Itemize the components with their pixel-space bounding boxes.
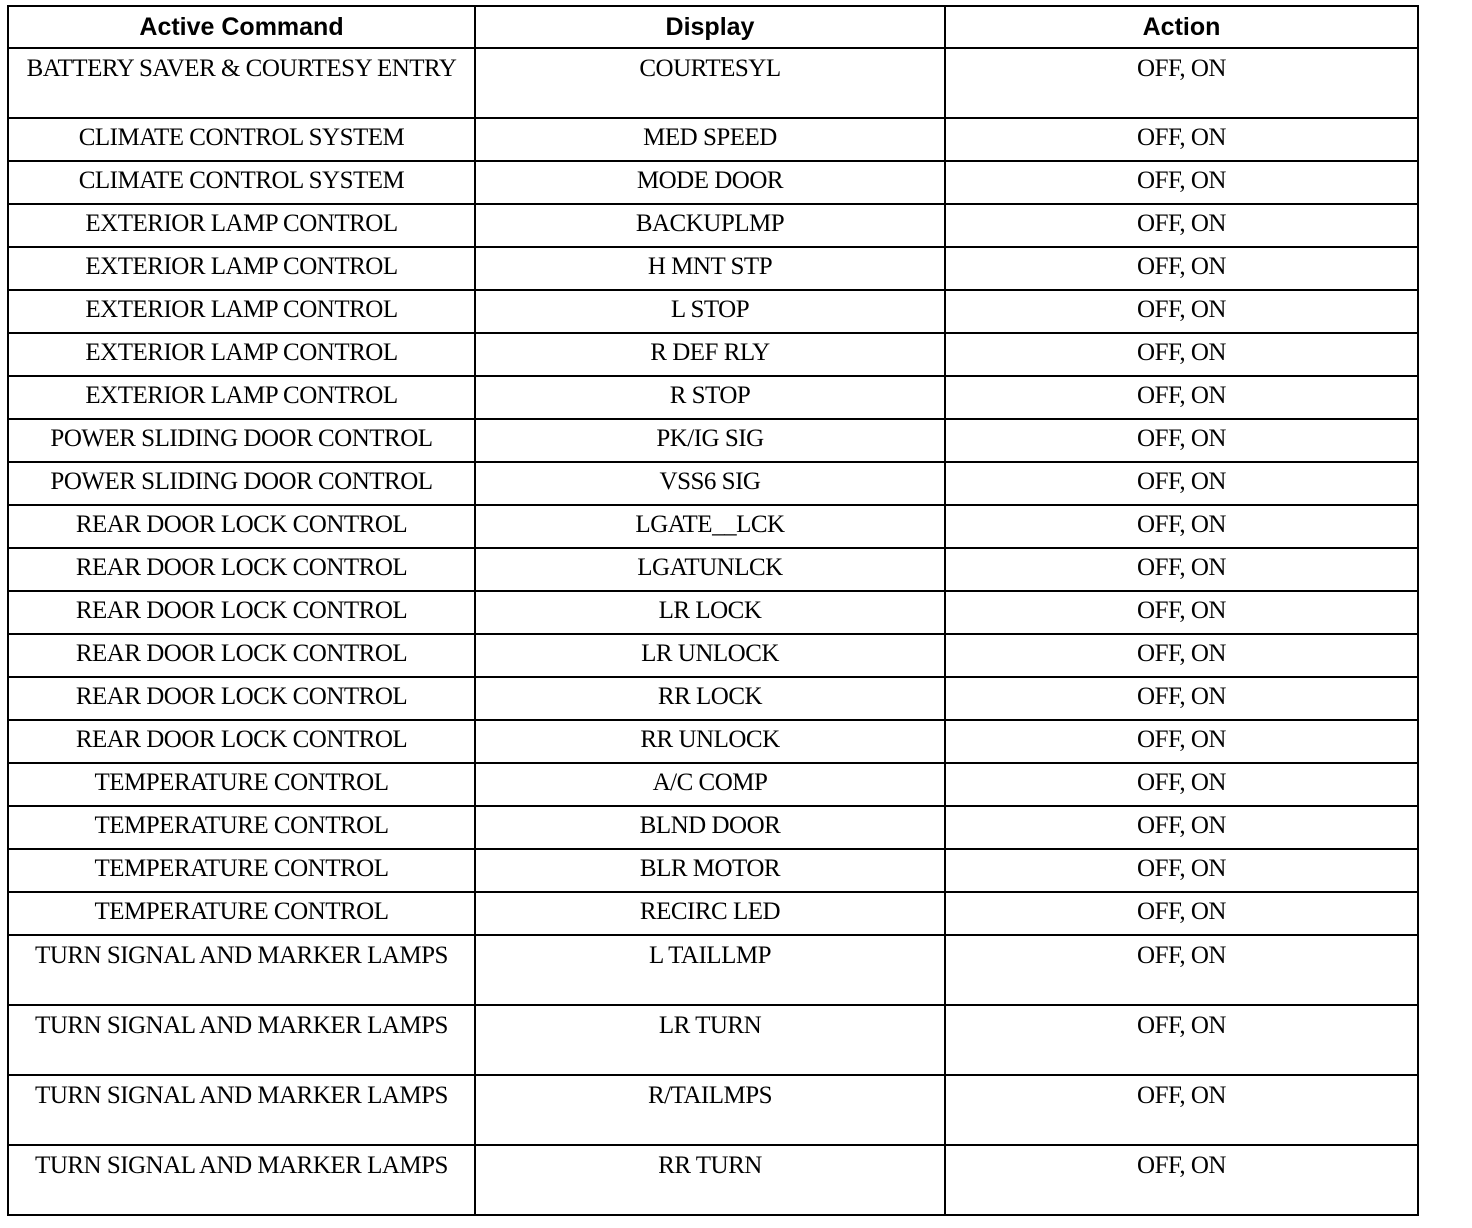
cell-active-command: EXTERIOR LAMP CONTROL — [8, 290, 475, 333]
cell-display: H MNT STP — [475, 247, 945, 290]
cell-active-command: TEMPERATURE CONTROL — [8, 763, 475, 806]
cell-active-command: REAR DOOR LOCK CONTROL — [8, 677, 475, 720]
cell-action: OFF, ON — [945, 505, 1418, 548]
cell-action: OFF, ON — [945, 849, 1418, 892]
table-row — [8, 634, 1418, 677]
cell-action: OFF, ON — [945, 376, 1418, 419]
cell-action: OFF, ON — [945, 677, 1418, 720]
table-row — [8, 118, 1418, 161]
table-row — [8, 505, 1418, 548]
cell-display: RECIRC LED — [475, 892, 945, 935]
cell-active-command: POWER SLIDING DOOR CONTROL — [8, 462, 475, 505]
cell-active-command: REAR DOOR LOCK CONTROL — [8, 591, 475, 634]
cell-action: OFF, ON — [945, 806, 1418, 849]
cell-display: BLND DOOR — [475, 806, 945, 849]
cell-active-command: EXTERIOR LAMP CONTROL — [8, 376, 475, 419]
cell-display: R STOP — [475, 376, 945, 419]
table-row — [8, 806, 1418, 849]
table-row — [8, 161, 1418, 204]
cell-action: OFF, ON — [945, 763, 1418, 806]
cell-action: OFF, ON — [945, 247, 1418, 290]
table-body — [8, 48, 1418, 1215]
cell-display: L TAILLMP — [475, 935, 945, 1005]
cell-active-command: BATTERY SAVER & COURTESY ENTRY — [8, 48, 475, 118]
table-row — [8, 591, 1418, 634]
cell-display: RR UNLOCK — [475, 720, 945, 763]
cell-action: OFF, ON — [945, 1075, 1418, 1145]
cell-action: OFF, ON — [945, 204, 1418, 247]
cell-action: OFF, ON — [945, 1145, 1418, 1215]
cell-display: RR TURN — [475, 1145, 945, 1215]
table-row — [8, 548, 1418, 591]
cell-display: RR LOCK — [475, 677, 945, 720]
cell-display: LGATUNLCK — [475, 548, 945, 591]
cell-active-command: REAR DOOR LOCK CONTROL — [8, 634, 475, 677]
cell-action: OFF, ON — [945, 720, 1418, 763]
cell-active-command: CLIMATE CONTROL SYSTEM — [8, 161, 475, 204]
table-row — [8, 935, 1418, 1005]
cell-active-command: EXTERIOR LAMP CONTROL — [8, 333, 475, 376]
cell-active-command: TEMPERATURE CONTROL — [8, 806, 475, 849]
header-display: Display — [475, 6, 945, 48]
table-row — [8, 419, 1418, 462]
cell-active-command: REAR DOOR LOCK CONTROL — [8, 505, 475, 548]
cell-action: OFF, ON — [945, 333, 1418, 376]
cell-active-command: TEMPERATURE CONTROL — [8, 892, 475, 935]
cell-action: OFF, ON — [945, 591, 1418, 634]
cell-active-command: TURN SIGNAL AND MARKER LAMPS — [8, 1005, 475, 1075]
table-row — [8, 48, 1418, 118]
cell-display: LGATE__LCK — [475, 505, 945, 548]
header-action: Action — [945, 6, 1418, 48]
cell-active-command: EXTERIOR LAMP CONTROL — [8, 247, 475, 290]
cell-active-command: TURN SIGNAL AND MARKER LAMPS — [8, 935, 475, 1005]
cell-action: OFF, ON — [945, 634, 1418, 677]
cell-action: OFF, ON — [945, 48, 1418, 118]
table-row — [8, 892, 1418, 935]
cell-active-command: TURN SIGNAL AND MARKER LAMPS — [8, 1075, 475, 1145]
cell-display: L STOP — [475, 290, 945, 333]
cell-display: LR UNLOCK — [475, 634, 945, 677]
cell-display: R DEF RLY — [475, 333, 945, 376]
cell-display: LR LOCK — [475, 591, 945, 634]
cell-action: OFF, ON — [945, 462, 1418, 505]
cell-action: OFF, ON — [945, 1005, 1418, 1075]
cell-action: OFF, ON — [945, 161, 1418, 204]
active-command-table — [7, 5, 1419, 1216]
header-row — [8, 6, 1418, 48]
cell-display: BACKUPLMP — [475, 204, 945, 247]
table-row — [8, 333, 1418, 376]
cell-action: OFF, ON — [945, 290, 1418, 333]
table-row — [8, 290, 1418, 333]
cell-active-command: EXTERIOR LAMP CONTROL — [8, 204, 475, 247]
table-row — [8, 1145, 1418, 1215]
cell-display: COURTESYL — [475, 48, 945, 118]
cell-action: OFF, ON — [945, 548, 1418, 591]
cell-display: MODE DOOR — [475, 161, 945, 204]
cell-active-command: REAR DOOR LOCK CONTROL — [8, 720, 475, 763]
cell-active-command: TURN SIGNAL AND MARKER LAMPS — [8, 1145, 475, 1215]
table-row — [8, 720, 1418, 763]
table-row — [8, 677, 1418, 720]
table-row — [8, 763, 1418, 806]
cell-display: PK/IG SIG — [475, 419, 945, 462]
cell-display: MED SPEED — [475, 118, 945, 161]
cell-action: OFF, ON — [945, 935, 1418, 1005]
cell-active-command: POWER SLIDING DOOR CONTROL — [8, 419, 475, 462]
cell-display: R/TAILMPS — [475, 1075, 945, 1145]
cell-action: OFF, ON — [945, 118, 1418, 161]
cell-display: BLR MOTOR — [475, 849, 945, 892]
table-row — [8, 849, 1418, 892]
table-row — [8, 1005, 1418, 1075]
cell-action: OFF, ON — [945, 892, 1418, 935]
table-header — [8, 6, 1418, 48]
table-row — [8, 1075, 1418, 1145]
cell-display: VSS6 SIG — [475, 462, 945, 505]
cell-active-command: CLIMATE CONTROL SYSTEM — [8, 118, 475, 161]
table-row — [8, 376, 1418, 419]
table-row — [8, 247, 1418, 290]
cell-action: OFF, ON — [945, 419, 1418, 462]
header-active-command: Active Command — [8, 6, 475, 48]
cell-active-command: TEMPERATURE CONTROL — [8, 849, 475, 892]
cell-active-command: REAR DOOR LOCK CONTROL — [8, 548, 475, 591]
cell-display: LR TURN — [475, 1005, 945, 1075]
table-row — [8, 204, 1418, 247]
cell-display: A/C COMP — [475, 763, 945, 806]
table-row — [8, 462, 1418, 505]
